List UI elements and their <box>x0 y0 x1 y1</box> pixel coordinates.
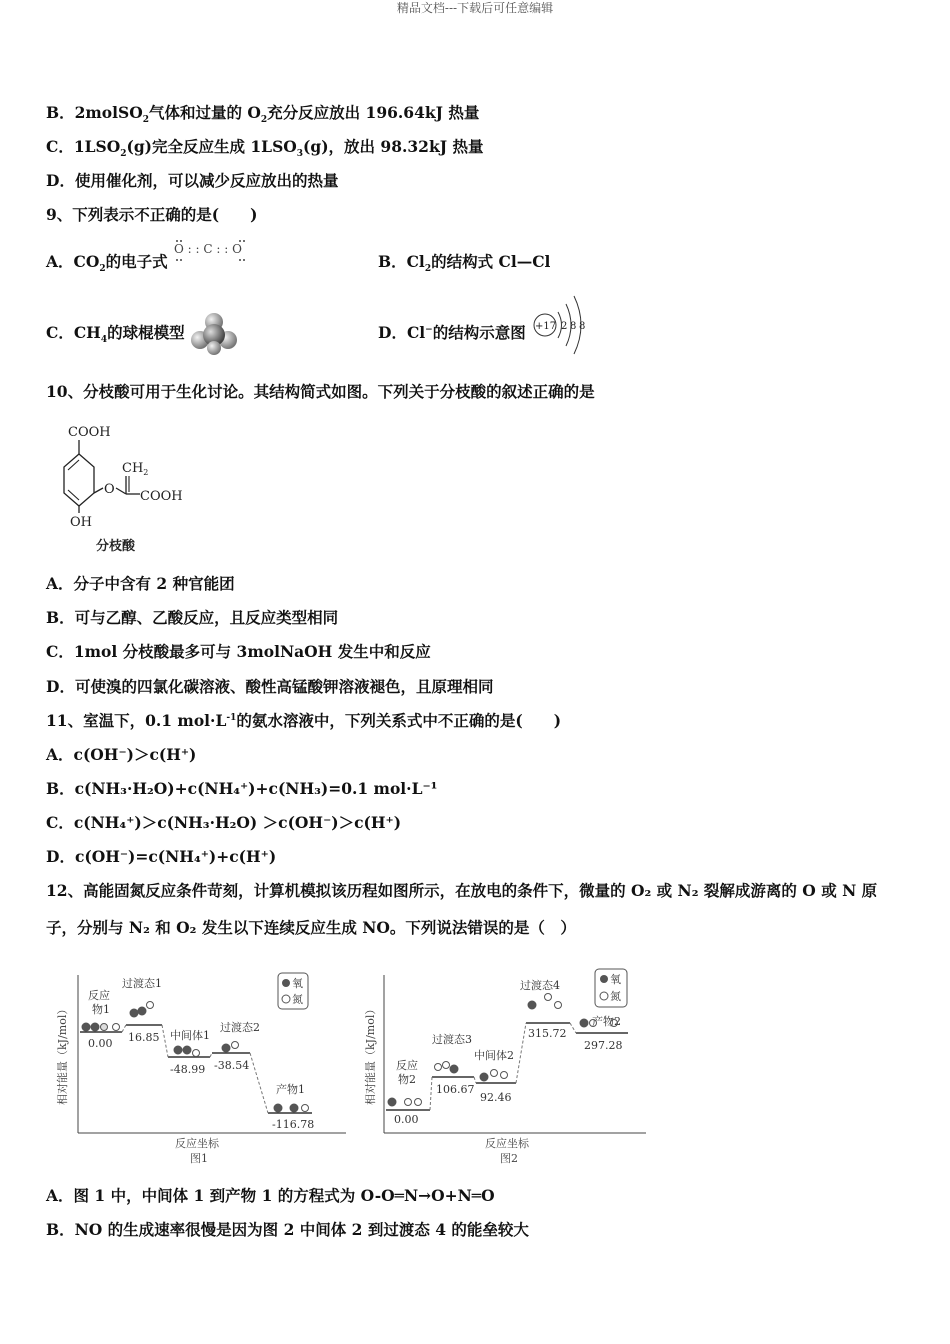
q12-stem-line1: 12、高能固氮反应条件苛刻，计算机模拟该历程如图所示，在放电的条件下，微量的 O₂ 或 N₂ 裂解成游离的 O 或 N 原 <box>46 881 878 900</box>
page-header: 精品文档---下载后可任意编辑 <box>396 1 554 15</box>
q9-option-b: B．$Cl_2$的结构式 Cl—Cl <box>378 252 551 275</box>
q8-option-b: B．2molSO$_2$气体和过量的 $O_2$充分反应放出 196.64kJ 热量 <box>46 103 480 126</box>
co2-formula-text: O : : C : : O <box>174 242 242 256</box>
fig2-l1-label: 过渡态3 <box>432 1033 472 1046</box>
chorismic-acid-structure <box>46 420 196 560</box>
fig2-caption: 图2 <box>500 1152 518 1165</box>
nucleus-charge: +17 <box>535 321 557 332</box>
shell-2-count: 8 <box>570 321 577 332</box>
cl-ion-structure-diagram <box>530 292 592 358</box>
q11-stem: 11、室温下，0.1 $mol\cdot L^{-1}$的氨水溶液中，下列关系式中不正确的是( ) <box>46 711 562 730</box>
fig2-legend-o: 氧 <box>610 973 621 986</box>
fig1-legend-n: 氮 <box>292 993 303 1006</box>
fig2-l3-label: 过渡态4 <box>520 979 560 992</box>
struct-ch2: $CH_2$ <box>122 461 149 477</box>
fig1-l0-label: 反应 <box>88 989 110 1002</box>
ch4-ball-stick-model <box>190 310 238 356</box>
struct-oh: OH <box>70 515 92 530</box>
fig1-l3-label: 过渡态2 <box>220 1021 260 1034</box>
fig1-l1-label: 过渡态1 <box>122 977 162 990</box>
q10-option-c: C．1mol 分枝酸最多可与 3molNaOH 发生中和反应 <box>46 642 431 661</box>
q11-option-c: C．c(NH₄⁺)＞c(NH₃·H₂O) ＞c(OH⁻)＞c(H⁺) <box>46 813 402 832</box>
fig1-xlabel: 反应坐标 <box>175 1137 219 1150</box>
fig2-xlabel: 反应坐标 <box>485 1137 529 1150</box>
q9-option-c: C．$CH_4$的球棍模型 <box>46 323 185 346</box>
struct-cooh-right: COOH <box>140 489 183 504</box>
q11-option-b: B．c(NH₃·H₂O)+c(NH₄⁺)+c(NH₃)=0.1 mol·L⁻¹ <box>46 779 438 798</box>
struct-o: O <box>104 482 115 497</box>
fig1-legend-o: 氧 <box>292 977 303 990</box>
fig2-l4-label: 产物2 <box>592 1015 621 1028</box>
fig1-ylabel: 相对能量（kJ/mol） <box>56 1003 69 1105</box>
fig2-ylabel: 相对能量（kJ/mol） <box>364 1003 377 1105</box>
q8-option-c: C．$1LSO_2(g)$完全反应生成 $1LSO_3(g)$，放出 98.32kJ 热量 <box>46 137 484 160</box>
fig1-l4-value: -116.78 <box>272 1118 315 1131</box>
q11-option-a: A．c(OH⁻)＞c(H⁺) <box>46 745 197 764</box>
struct-caption: 分枝酸 <box>96 539 136 554</box>
shell-1-count: 2 <box>561 321 568 332</box>
fig2-legend-n: 氮 <box>610 990 621 1003</box>
fig1-l0-value: 0.00 <box>88 1037 113 1050</box>
q9-option-d: D．Cl−的结构示意图 <box>378 323 526 342</box>
fig2-l2-label: 中间体2 <box>474 1049 514 1062</box>
fig2-l2-value: 92.46 <box>480 1091 512 1104</box>
fig2-l0-value: 0.00 <box>394 1113 419 1126</box>
q10-option-d: D．可使溴的四氯化碳溶液、酸性高锰酸钾溶液褪色，且原理相同 <box>46 677 494 696</box>
q8-option-d: D．使用催化剂，可以减少反应放出的热量 <box>46 171 339 190</box>
q12-option-b: B．NO 的生成速率很慢是因为图 2 中间体 2 到过渡态 4 的能垒较大 <box>46 1220 529 1239</box>
co2-electron-formula <box>172 236 254 264</box>
q10-option-a: A．分子中含有 2 种官能团 <box>46 574 235 593</box>
fig1-l4-label: 产物1 <box>276 1083 305 1096</box>
fig1-l0-label2: 物1 <box>92 1003 110 1016</box>
q10-stem: 10、分枝酸可用于生化讨论。其结构简式如图。下列关于分枝酸的叙述正确的是 <box>46 382 595 401</box>
q10-option-b: B．可与乙醇、乙酸反应，且反应类型相同 <box>46 608 339 627</box>
q12-stem-line2: 子，分别与 N₂ 和 O₂ 发生以下连续反应生成 NO。下列说法错误的是（ ） <box>46 918 576 937</box>
fig1-l3-value: -38.54 <box>214 1059 250 1072</box>
q12-option-a: A．图 1 中，中间体 1 到产物 1 的方程式为 O-O═N→O+N═O <box>46 1186 495 1205</box>
fig2-l0-label2: 物2 <box>398 1073 416 1086</box>
q9-stem: 9、下列表示不正确的是( ) <box>46 205 258 224</box>
fig2-l4-value: 297.28 <box>584 1039 623 1052</box>
fig1-l2-value: -48.99 <box>170 1063 206 1076</box>
fig2-l3-value: 315.72 <box>528 1027 567 1040</box>
struct-cooh-top: COOH <box>68 425 111 440</box>
energy-diagram-fig1 <box>50 965 350 1170</box>
fig1-l1-value: 16.85 <box>128 1031 160 1044</box>
fig2-l0-label: 反应 <box>396 1059 418 1072</box>
shell-3-count: 8 <box>579 321 586 332</box>
fig1-l2-label: 中间体1 <box>170 1029 210 1042</box>
fig1-caption: 图1 <box>190 1152 208 1165</box>
fig2-l1-value: 106.67 <box>436 1083 475 1096</box>
q11-option-d: D．c(OH⁻)=c(NH₄⁺)+c(H⁺) <box>46 847 277 866</box>
energy-diagram-fig2 <box>360 965 650 1170</box>
q9-option-a: A．$CO_2$的电子式 <box>46 252 168 275</box>
